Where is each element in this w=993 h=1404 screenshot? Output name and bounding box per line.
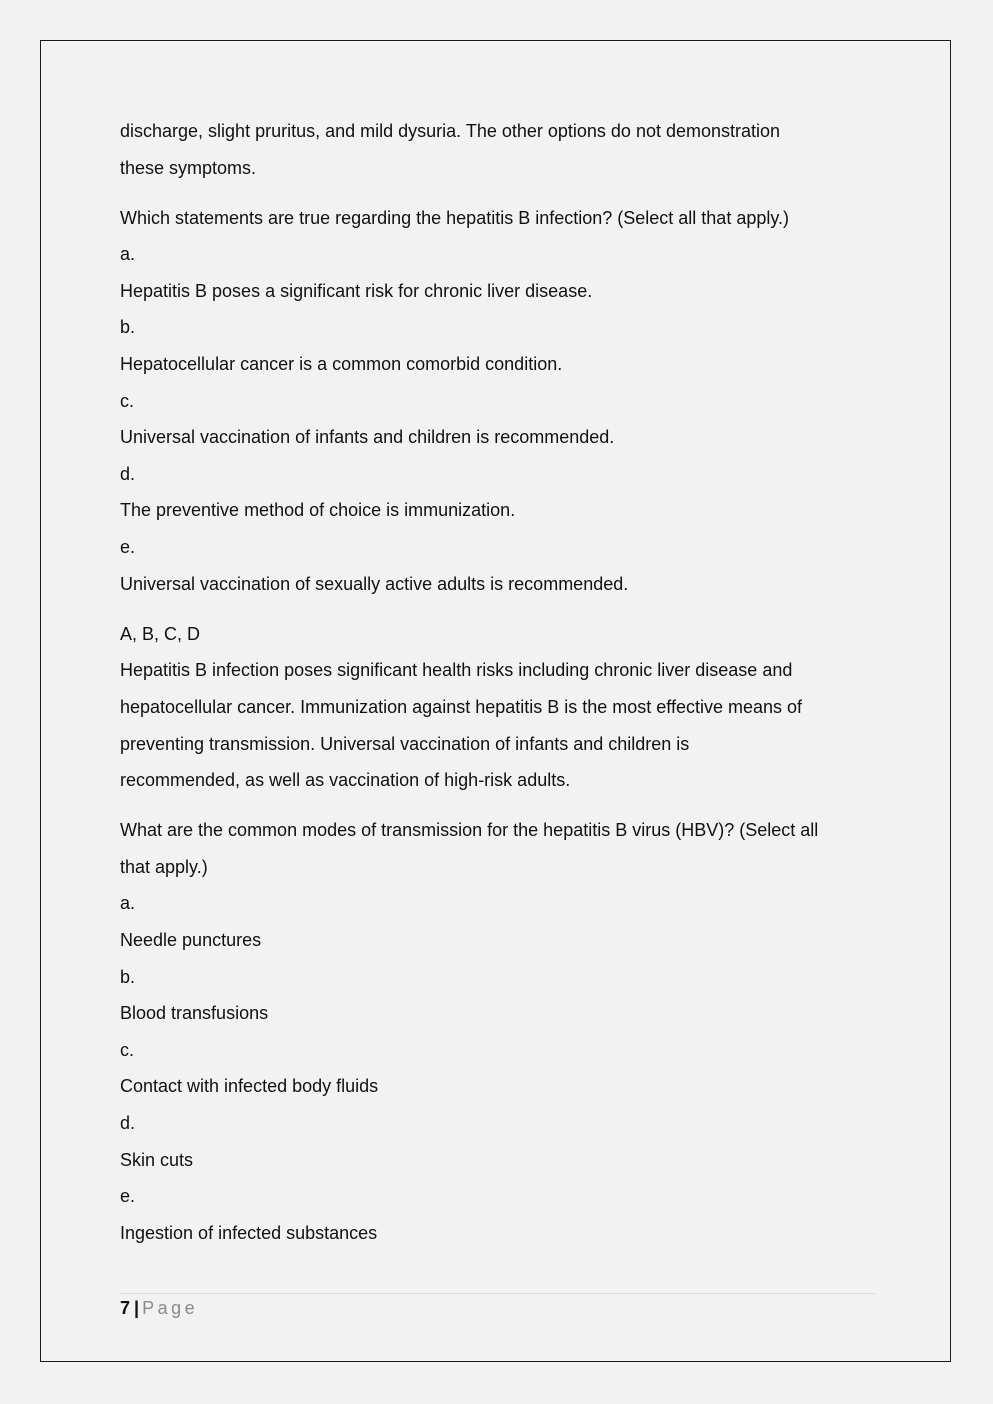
question-2-stem: that apply.): [120, 856, 208, 877]
option-text: The preventive method of choice is immunization.: [120, 500, 516, 521]
answer-key: A, B, C, D: [120, 623, 201, 644]
option-letter: c.: [120, 390, 135, 411]
rationale-line: hepatocellular cancer. Immunization against hepatitis B is the most effective means of: [120, 696, 803, 717]
option-letter: d.: [120, 463, 136, 484]
question-1: [120, 200, 880, 603]
option-text: Universal vaccination of sexually active adults is recommended.: [120, 573, 629, 594]
option-text: Contact with infected body fluids: [120, 1076, 379, 1097]
option-letter: d.: [120, 1112, 136, 1133]
page-footer: [120, 1296, 198, 1320]
option-text: Blood transfusions: [120, 1003, 269, 1024]
option-text: Ingestion of infected substances: [120, 1222, 378, 1243]
option-letter: e.: [120, 1186, 136, 1207]
rationale-line: preventing transmission. Universal vaccination of infants and children is: [120, 733, 690, 754]
question-2: [120, 812, 880, 1251]
footer-divider: [120, 1293, 875, 1294]
option-letter: a.: [120, 244, 136, 265]
footer-separator: |: [134, 1298, 140, 1318]
option-text: Needle punctures: [120, 929, 262, 950]
option-text: Hepatitis B poses a significant risk for chronic liver disease.: [120, 280, 593, 301]
option-text: Hepatocellular cancer is a common comorbid condition.: [120, 354, 563, 375]
option-letter: a.: [120, 893, 136, 914]
option-text: Universal vaccination of infants and children is recommended.: [120, 427, 615, 448]
option-letter: b.: [120, 966, 136, 987]
document-body: [120, 113, 880, 1251]
page-label: Page: [142, 1298, 199, 1318]
option-text: Skin cuts: [120, 1149, 194, 1170]
option-letter: c.: [120, 1039, 135, 1060]
question-1-stem: Which statements are true regarding the hepatitis B infection? (Select all that apply.): [120, 207, 790, 228]
rationale-line: Hepatitis B infection poses significant health risks including chronic liver disease and: [120, 660, 793, 681]
page-number: 7: [120, 1298, 131, 1318]
rationale-line: recommended, as well as vaccination of high-risk adults.: [120, 770, 571, 791]
question-2-stem: What are the common modes of transmission for the hepatitis B virus (HBV)? (Select all: [120, 820, 819, 841]
text-line: these symptoms.: [120, 157, 257, 178]
option-letter: b.: [120, 317, 136, 338]
previous-rationale-continuation: [120, 113, 880, 186]
text-line: discharge, slight pruritus, and mild dysuria. The other options do not demonstration: [120, 121, 781, 141]
option-letter: e.: [120, 537, 136, 558]
question-1-answer-block: [120, 616, 880, 799]
